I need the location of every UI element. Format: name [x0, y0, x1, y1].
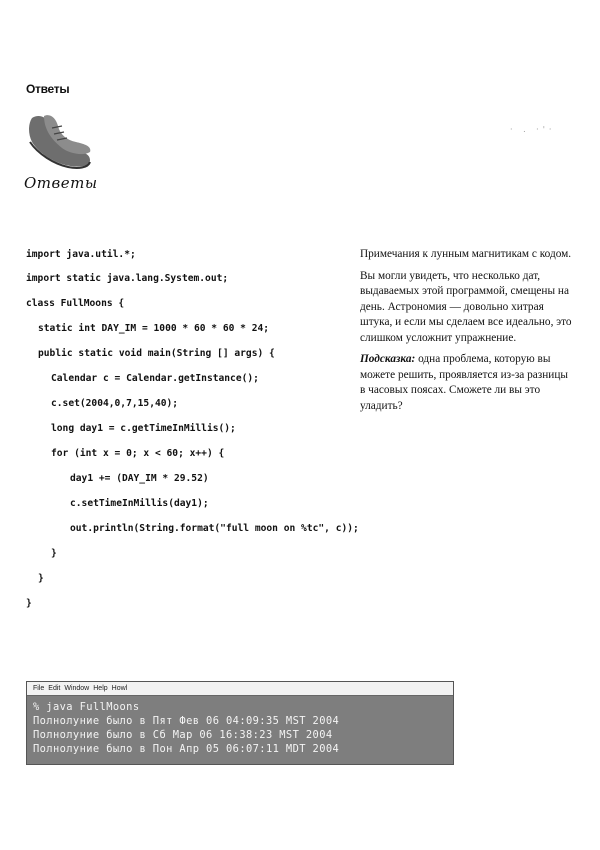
code-line: import static java.lang.System.out;: [26, 273, 229, 284]
terminal-menubar: [27, 682, 453, 696]
code-line: }: [38, 573, 44, 584]
notes-hint: [360, 352, 575, 414]
section-header: Ответы: [26, 82, 70, 96]
scan-speck: · . ·'·: [510, 125, 556, 134]
terminal-line: Полнолуние было в Пон Апр 05 06:07:11 MDT 2004: [33, 743, 340, 755]
notes-title: Примечания к лунным магнитикам с кодом.: [360, 248, 572, 260]
code-line: c.set(2004,0,7,15,40);: [51, 398, 179, 409]
terminal-window: [26, 681, 454, 765]
code-line: import java.util.*;: [26, 249, 136, 260]
code-line: public static void main(String [] args) {: [38, 348, 275, 359]
hint-label: Подсказка:: [360, 353, 416, 365]
hint-text: одна проблема, которую вы можете решить, проявляется из-за разницы в часовых поясах. Сможете ли вы это уладить?: [360, 353, 568, 412]
menu-item-help[interactable]: Help: [93, 685, 108, 692]
code-line: Calendar c = Calendar.getInstance();: [51, 373, 259, 384]
menu-item-file[interactable]: File: [33, 685, 45, 692]
answers-title: Ответы: [24, 174, 98, 192]
menu-item-howl[interactable]: Howl: [111, 685, 128, 692]
menu-item-edit[interactable]: Edit: [48, 685, 61, 692]
menu-item-window[interactable]: Window: [64, 685, 90, 692]
code-line: out.println(String.format("full moon on %tc", c));: [70, 523, 359, 534]
code-line: static int DAY_IM = 1000 * 60 * 60 * 24;: [38, 323, 270, 334]
notes-body: Вы могли увидеть, что несколько дат, выдаваемых этой программой, смещены на день. Астрономия — довольно хитрая штука, и если мы сделаем все идеально, это слишком усложнит упражнение.: [360, 269, 572, 344]
terminal-output: [27, 696, 453, 756]
notes-column: [360, 247, 575, 420]
code-line: day1 += (DAY_IM * 29.52): [70, 473, 209, 484]
terminal-line: % java FullMoons: [33, 701, 140, 713]
code-line: long day1 = c.getTimeInMillis();: [51, 423, 236, 434]
terminal-line: Полнолуние было в Сб Мар 06 16:38:23 MST 2004: [33, 729, 333, 741]
code-line: c.setTimeInMillis(day1);: [70, 498, 209, 509]
code-line: class FullMoons {: [26, 298, 125, 309]
sneakers-icon: [24, 112, 96, 174]
code-line: }: [51, 548, 57, 559]
code-line: }: [26, 598, 32, 609]
code-line: for (int x = 0; x < 60; x++) {: [51, 448, 225, 459]
terminal-line: Полнолуние было в Пят Фев 06 04:09:35 MST 2004: [33, 715, 340, 727]
